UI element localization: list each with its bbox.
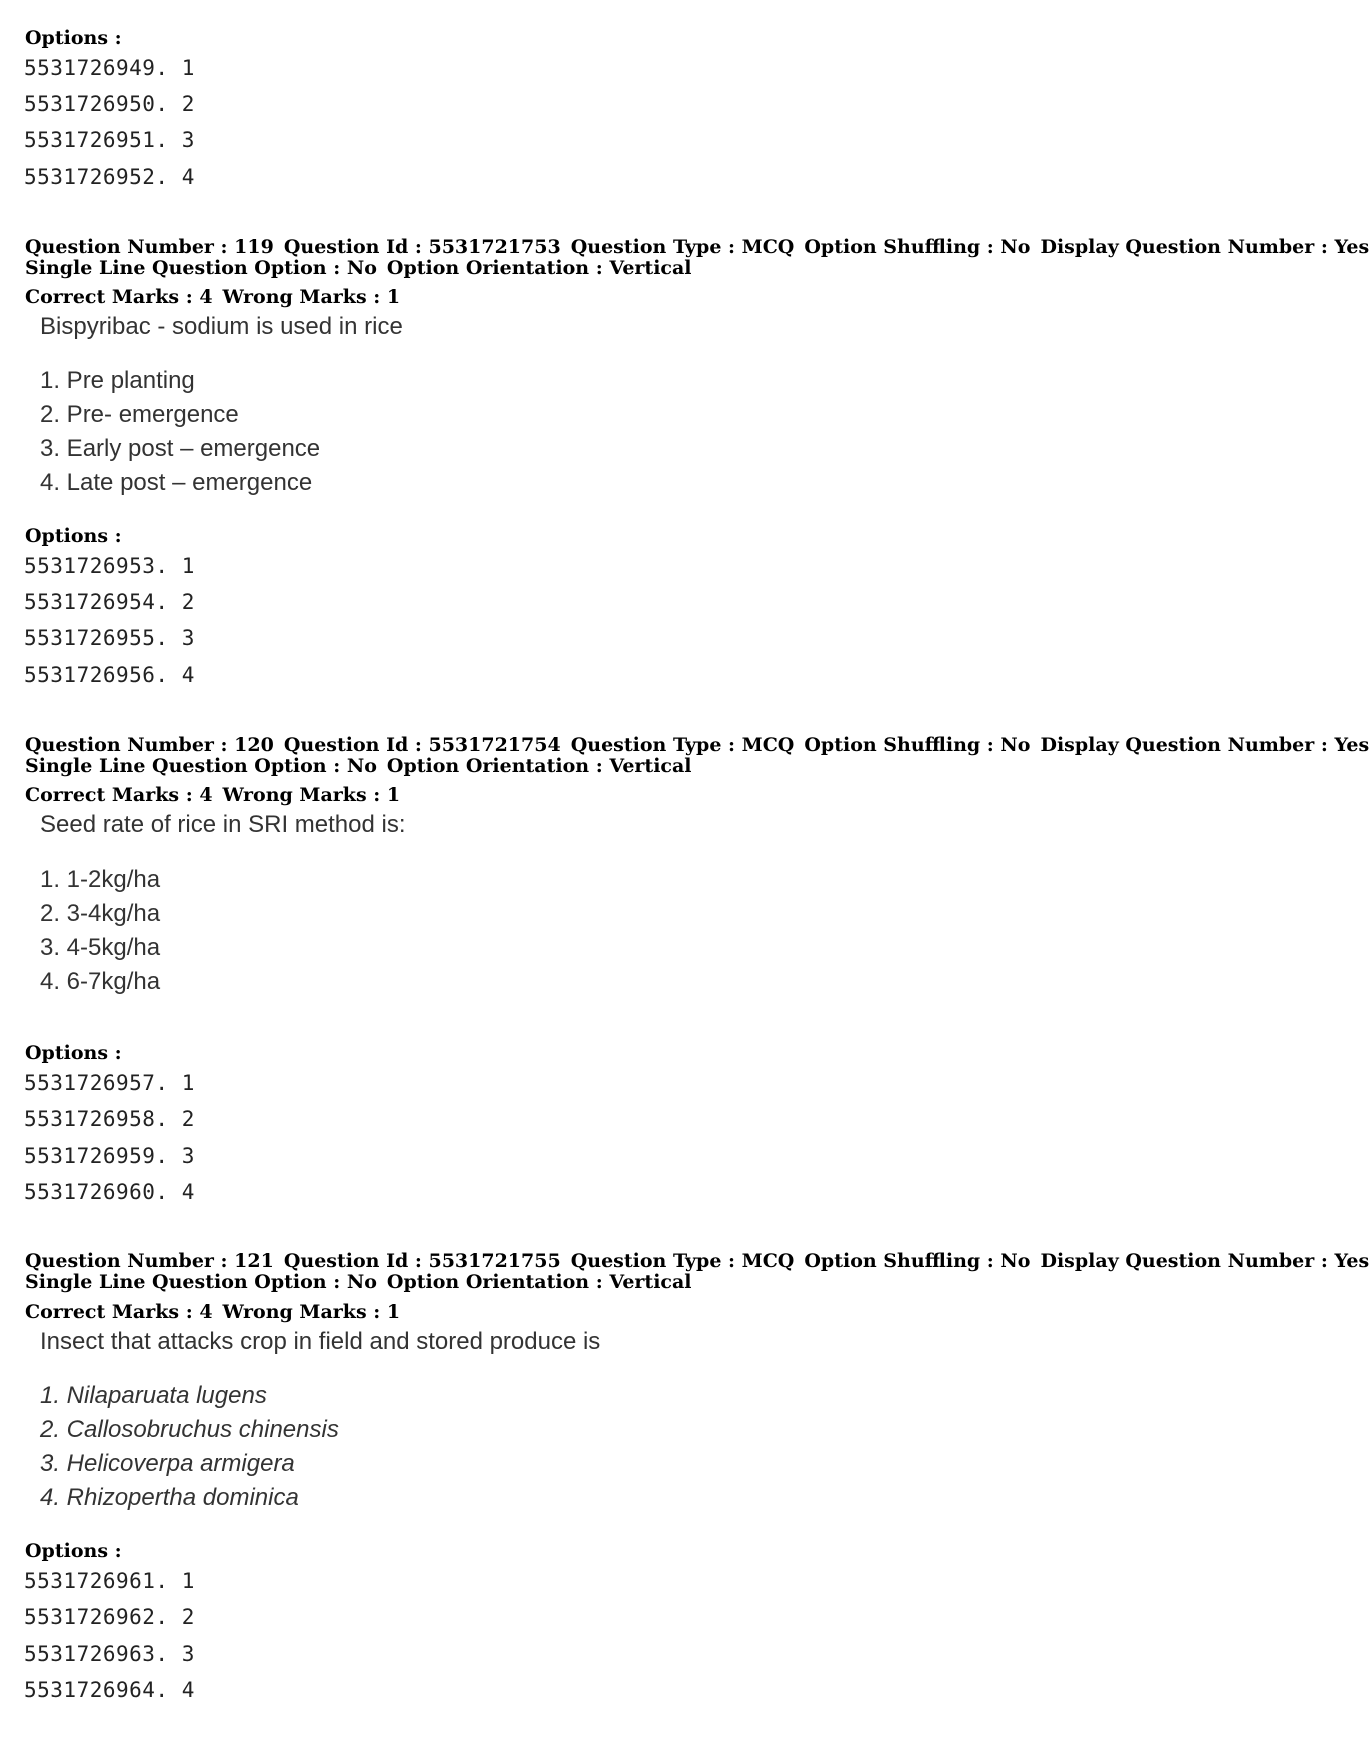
options-label: Options : <box>25 1540 122 1562</box>
option-line: 5531726955. 3 <box>24 626 195 650</box>
question-choice: 2. Callosobruchus chinensis <box>40 1416 339 1443</box>
question-choice: 4. Late post – emergence <box>40 469 313 496</box>
option-line: 5531726952. 4 <box>24 165 195 189</box>
option-line: 5531726958. 2 <box>24 1107 195 1131</box>
option-line: 5531726954. 2 <box>24 590 195 614</box>
question-meta-line2: Single Line Question Option : No Option Orientation : Vertical <box>25 755 692 777</box>
question-choice: 4. Rhizopertha dominica <box>40 1484 299 1511</box>
options-label: Options : <box>25 1042 122 1064</box>
option-line: 5531726963. 3 <box>24 1642 195 1666</box>
option-line: 5531726953. 1 <box>24 554 195 578</box>
question-choice: 2. Pre- emergence <box>40 401 239 428</box>
question-choice: 1. Pre planting <box>40 367 195 394</box>
question-choice: 4. 6-7kg/ha <box>40 968 161 995</box>
options-label: Options : <box>25 525 122 547</box>
option-line: 5531726960. 4 <box>24 1180 195 1204</box>
question-marks: Correct Marks : 4 Wrong Marks : 1 <box>25 286 401 308</box>
question-choice: 3. 4-5kg/ha <box>40 934 161 961</box>
question-stem: Seed rate of rice in SRI method is: <box>40 811 406 838</box>
question-marks: Correct Marks : 4 Wrong Marks : 1 <box>25 784 401 806</box>
option-line: 5531726956. 4 <box>24 663 195 687</box>
option-line: 5531726957. 1 <box>24 1071 195 1095</box>
question-stem: Insect that attacks crop in field and stored produce is <box>40 1328 601 1355</box>
option-line: 5531726951. 3 <box>24 128 195 152</box>
options-label: Options : <box>25 27 122 49</box>
option-line: 5531726950. 2 <box>24 92 195 116</box>
question-choice: 3. Early post – emergence <box>40 435 321 462</box>
option-line: 5531726959. 3 <box>24 1144 195 1168</box>
question-choice: 2. 3-4kg/ha <box>40 900 161 927</box>
question-meta-line1: Question Number : 121 Question Id : 5531721755 Question Type : MCQ Option Shuffling : No Display Question Number : Yes <box>25 1250 1369 1272</box>
question-marks: Correct Marks : 4 Wrong Marks : 1 <box>25 1301 401 1323</box>
question-meta-line1: Question Number : 120 Question Id : 5531721754 Question Type : MCQ Option Shuffling : No Display Question Number : Yes <box>25 734 1369 756</box>
question-choice: 1. 1-2kg/ha <box>40 866 161 893</box>
option-line: 5531726962. 2 <box>24 1605 195 1629</box>
question-choice: 1. Nilaparuata lugens <box>40 1382 267 1409</box>
option-line: 5531726964. 4 <box>24 1678 195 1702</box>
question-meta-line2: Single Line Question Option : No Option Orientation : Vertical <box>25 257 692 279</box>
option-line: 5531726949. 1 <box>24 56 195 80</box>
question-stem: Bispyribac - sodium is used in rice <box>40 313 403 340</box>
question-choice: 3. Helicoverpa armigera <box>40 1450 295 1477</box>
question-meta-line2: Single Line Question Option : No Option Orientation : Vertical <box>25 1271 692 1293</box>
option-line: 5531726961. 1 <box>24 1569 195 1593</box>
question-meta-line1: Question Number : 119 Question Id : 5531721753 Question Type : MCQ Option Shuffling : No Display Question Number : Yes <box>25 236 1369 258</box>
